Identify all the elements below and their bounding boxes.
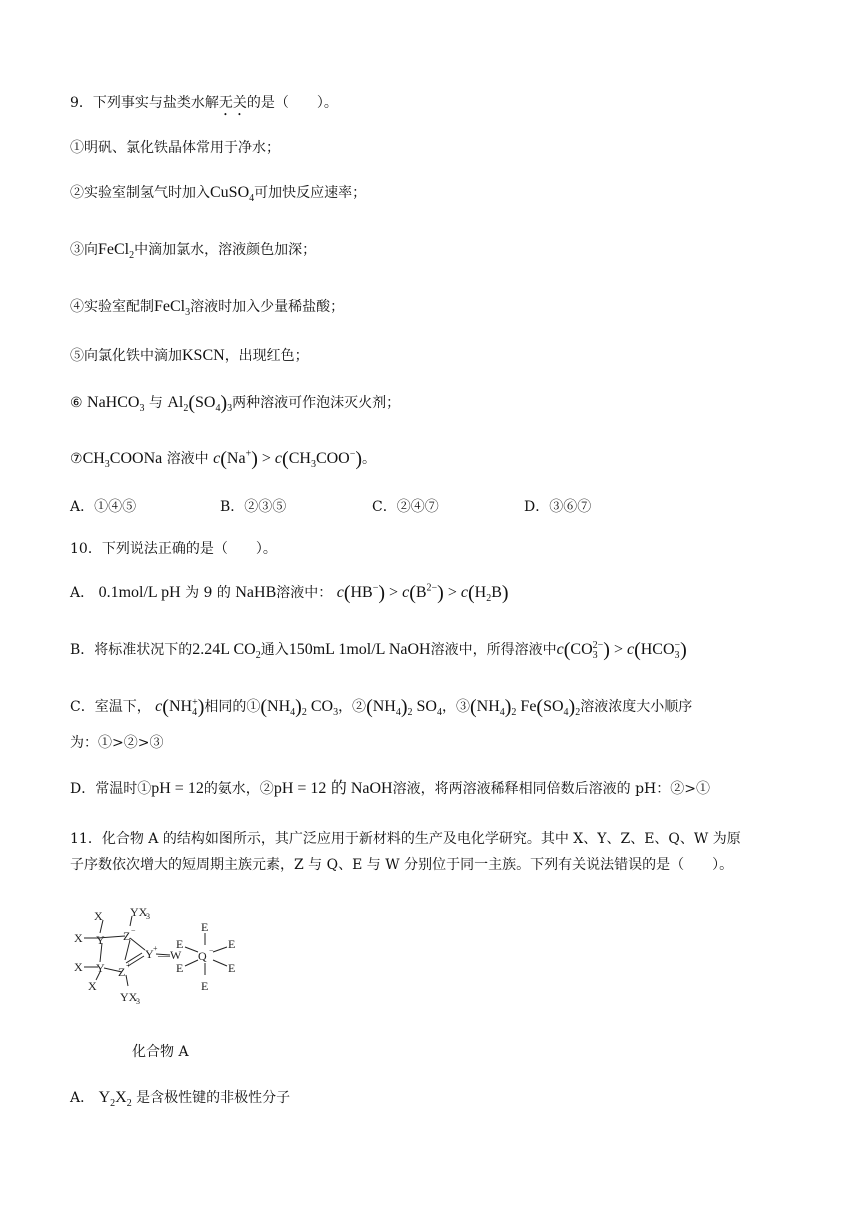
q10-option-b[interactable] bbox=[70, 640, 687, 660]
q10-option-a-mid2: 溶液中： bbox=[276, 585, 333, 601]
svg-text:+: + bbox=[126, 961, 131, 970]
q9-item-4-pre: ④实验室配制 bbox=[70, 299, 154, 315]
svg-text:E: E bbox=[176, 961, 184, 975]
q9-stem bbox=[70, 93, 338, 119]
q10-option-c-post: 溶液浓度大小顺序 bbox=[580, 699, 693, 715]
expression-nh4: $c(NH_4^+)$ bbox=[155, 696, 205, 719]
q10-option-a-label: A． bbox=[70, 585, 95, 601]
svg-text:X: X bbox=[74, 931, 83, 945]
expression-ph-12-a: pH = 12 bbox=[151, 780, 204, 797]
svg-text:E: E bbox=[228, 961, 236, 975]
formula-naoh: 的 NaOH bbox=[330, 780, 393, 797]
q10-option-d-pre: D．常温时① bbox=[70, 781, 152, 797]
q11-option-a-text: 是含极性键的非极性分子 bbox=[136, 1090, 291, 1106]
q9-item-2-pre: ②实验室制氢气时加入 bbox=[70, 185, 210, 201]
q10-option-c-sep1: ，② bbox=[338, 699, 367, 715]
formula-nahco3: NaHCO$_3$ bbox=[87, 394, 145, 415]
q10-option-b-mid: 通入 bbox=[260, 642, 289, 658]
svg-text:Y: Y bbox=[96, 961, 105, 975]
q9-item-5 bbox=[70, 346, 309, 366]
q9-item-7-mid: 溶液中 bbox=[166, 451, 209, 467]
q9-stem-post: 的是（ ）。 bbox=[246, 95, 338, 111]
svg-text:X: X bbox=[74, 960, 83, 974]
q9-option-a[interactable]: A．①④⑤ bbox=[70, 499, 137, 515]
q11-stem-line2: 子序数依次增大的短周期主族元素，Z 与 Q、E 与 W 分别位于同一主族。下列有关说法错误的是（ ）。 bbox=[70, 857, 734, 873]
q9-item-4-post: 溶液时加入少量稀盐酸； bbox=[190, 299, 345, 315]
q9-item-7-post: 。 bbox=[362, 451, 377, 467]
svg-text:YX: YX bbox=[120, 990, 138, 1004]
q11-figure-caption: 化合物 A bbox=[132, 1044, 189, 1060]
svg-text:3: 3 bbox=[146, 912, 150, 921]
svg-text:E: E bbox=[201, 920, 209, 934]
q9-item-3 bbox=[70, 240, 316, 260]
q10-option-b-pre: B．将标准状况下的 bbox=[70, 642, 193, 658]
q10-option-c[interactable] bbox=[70, 697, 692, 717]
q11-option-a[interactable] bbox=[70, 1088, 290, 1108]
q9-item-7 bbox=[70, 449, 376, 469]
q9-option-b[interactable]: B．②③⑤ bbox=[220, 499, 287, 515]
q9-item-4 bbox=[70, 297, 344, 317]
svg-text:E: E bbox=[228, 937, 236, 951]
q10-option-c-sep2: ，③ bbox=[441, 699, 470, 715]
compound-a-structure bbox=[70, 900, 260, 1010]
svg-text:Y: Y bbox=[96, 933, 105, 947]
q9-item-2 bbox=[70, 183, 366, 203]
q9-option-c[interactable]: C．②④⑦ bbox=[372, 499, 439, 515]
q10-option-c-pre: C．室温下， bbox=[70, 699, 151, 715]
svg-text:Y: Y bbox=[145, 947, 154, 961]
q10-option-a-mid: 为 9 的 bbox=[185, 585, 231, 601]
svg-text:X: X bbox=[94, 909, 103, 923]
q9-item-1: ①明矾、氯化铁晶体常用于净水； bbox=[70, 140, 280, 156]
svg-text:E: E bbox=[176, 937, 184, 951]
q9-item-6 bbox=[70, 393, 400, 413]
formula-nh4-2co3: $(NH_4)_2$ $CO_3$ bbox=[260, 696, 339, 719]
formula-fecl3: FeCl$_3$ bbox=[154, 298, 191, 319]
q9-item-3-post: 中滴加氯水，溶液颜色加深； bbox=[134, 242, 317, 258]
q9-options bbox=[70, 497, 770, 517]
formula-kscn: KSCN bbox=[182, 347, 225, 364]
q10-option-b-mid2: 溶液中，所得溶液中 bbox=[430, 642, 557, 658]
formula-cuso4: CuSO$_4$ bbox=[210, 184, 255, 205]
formula-nahb: NaHB bbox=[235, 584, 277, 601]
q9-item-6-mid: 与 bbox=[148, 395, 163, 411]
formula-fecl2: FeCl$_2$ bbox=[98, 241, 135, 262]
expression-na-vs-ch3coo: $c(Na^+) > c(CH_3COO^-)$ bbox=[213, 448, 363, 471]
q10-option-c-mid: 相同的① bbox=[204, 699, 261, 715]
formula-co2-volume: 2.24L $CO_2$ bbox=[192, 641, 261, 662]
svg-text:−: − bbox=[209, 946, 214, 955]
formula-ch3coona: $CH_3COONa$ bbox=[82, 450, 163, 471]
q10-option-a[interactable] bbox=[70, 583, 509, 603]
q9-item-5-post: ，出现红色； bbox=[224, 348, 309, 364]
svg-text:X: X bbox=[88, 979, 97, 993]
q9-item-3-pre: ③向 bbox=[70, 242, 98, 258]
q10-option-a-conc: 0.1mol/L pH bbox=[98, 584, 181, 601]
q9-item-6-post: 两种溶液可作泡沫灭火剂； bbox=[232, 395, 401, 411]
svg-text:+: + bbox=[153, 944, 158, 953]
q9-stem-emph: 无关 bbox=[218, 95, 247, 111]
svg-text:Z: Z bbox=[123, 929, 131, 943]
q9-item-7-pre: ⑦ bbox=[70, 451, 83, 467]
q9-item-5-pre: ⑤向氯化铁中滴加 bbox=[70, 348, 182, 364]
q9-item-6-pre: ⑥ bbox=[70, 395, 83, 411]
q10-option-d[interactable] bbox=[70, 779, 710, 799]
svg-text:E: E bbox=[201, 979, 209, 993]
q11-stem-line1: 11．化合物 A 的结构如图所示，其广泛应用于新材料的生产及电化学研究。其中 X、Y、Z、E、Q、W 为原 bbox=[70, 831, 741, 847]
svg-text:Z: Z bbox=[118, 965, 126, 979]
q10-option-d-mid2: 溶液，将两溶液稀释相同倍数后溶液的 pH：②>① bbox=[392, 781, 710, 797]
q10-option-d-mid: 的氨水，② bbox=[203, 781, 274, 797]
svg-text:3: 3 bbox=[136, 997, 140, 1006]
q11-option-a-label: A． bbox=[70, 1090, 95, 1106]
svg-text:—W: —W bbox=[158, 948, 182, 962]
formula-naoh-solution: 150mL 1mol/L NaOH bbox=[288, 641, 431, 658]
formula-al2so43: $Al_2(SO_4)_3$ bbox=[167, 392, 233, 415]
q10-option-c-line2: 为：①>②>③ bbox=[70, 735, 164, 751]
q9-stem-pre: 9．下列事实与盐类水解 bbox=[70, 95, 219, 111]
svg-text:YX: YX bbox=[130, 905, 148, 919]
expression-ph-12-b: pH = 12 bbox=[273, 780, 327, 797]
formula-y2x2: $Y_2X_2$ bbox=[98, 1089, 132, 1110]
svg-text:−: − bbox=[131, 926, 136, 935]
expression-hb-b-h2b: $c(HB^-) > c(B^{2-}) > c(H_2B)$ bbox=[336, 582, 509, 605]
formula-nh4-2fe-so4-2: $(NH_4)_2$ $Fe(SO_4)_2$ bbox=[469, 696, 581, 719]
q9-option-d[interactable]: D．③⑥⑦ bbox=[524, 499, 592, 515]
expression-co3-vs-hco3: $c(CO_3^{2-}) > c(HCO_3^-)$ bbox=[556, 639, 687, 662]
svg-text:Q: Q bbox=[198, 949, 207, 963]
q10-stem: 10．下列说法正确的是（ ）。 bbox=[70, 541, 277, 557]
q9-item-2-post: 可加快反应速率； bbox=[254, 185, 367, 201]
formula-nh4-2so4: $(NH_4)_2$ $SO_4$ bbox=[366, 696, 442, 719]
